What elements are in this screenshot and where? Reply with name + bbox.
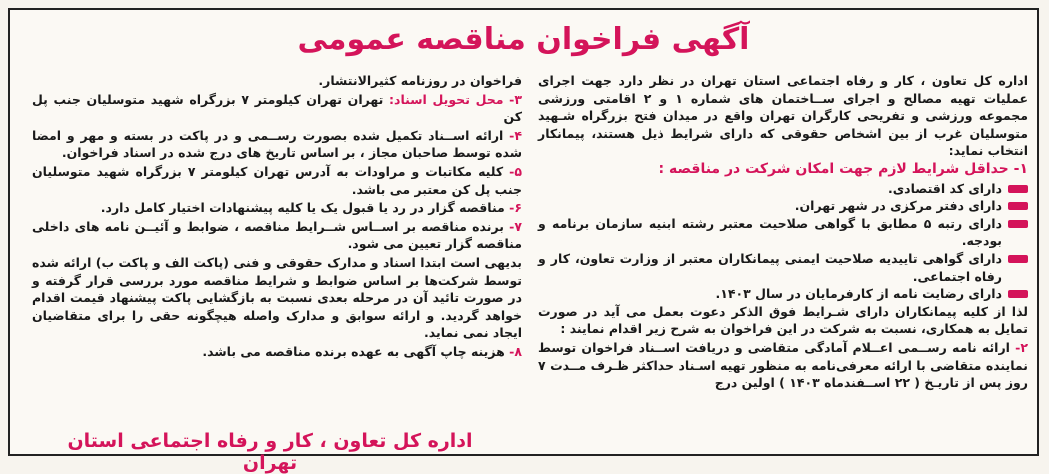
item-2-text: ارائه نامه رســمی اعــلام آمادگی متقاضی و دریافت اســناد فراخوان توسط نماینده متقاضی با ارائه معرفی‌نامه به منظور تهیه اسـناد حداکثر ظـرف مــدت ۷ روز پس از تاریـخ ( ۲۲ اســفندماه ۱۴۰۳ ) اولین درج [538,339,1028,391]
item-4 [32,127,522,162]
item-4-number: ۴- [509,127,522,143]
item-8 [32,343,522,361]
condition-text: دارای کد اقتصادی. [887,180,1002,196]
right-column [538,72,1028,393]
condition-text: دارای رتبه ۵ مطابق با گواهی صلاحیت معتبر رشته ابنیه سازمان برنامه و بودجه. [538,215,1002,249]
item-8-number: ۸- [509,343,522,359]
invitation-paragraph: لذا از کلیه پیمانکاران دارای شـرایط فوق الذکر دعوت بعمل می آید در صورت تمایل به همکاری، نسبت به شرکت در این فراخوان به شرح زیر اقدام نمایند : [538,303,1028,337]
item-4-text: ارائه اســناد تکمیل شده بصورت رســمی و در پاکت در بسته و مهر و امضا شده توسط صاحبان مجاز ، بر اساس تاریخ های درج شده در اسناد فراخوان. [32,127,522,161]
item-7-number: ۷- [509,218,522,234]
bullet-marker [1008,290,1028,298]
left-column [32,72,522,362]
condition-text: دارای دفتر مرکزی در شهر تهران. [794,198,1002,214]
item-3-label: محل تحویل اسناد: [389,91,504,107]
bullet-marker [1008,185,1028,193]
notice-title: آگهی فراخوان مناقصه عمومی [297,22,750,57]
item-3-text: تهران تهران کیلومتر ۷ بزرگراه شهید متوسلیان جنب پل کن [32,91,522,125]
condition-item [538,285,1028,303]
item-6 [32,199,522,217]
evaluation-paragraph: بدیهی است ابتدا اسناد و مدارک حقوقی و فنی (پاکت الف و پاکت ب) ارائه شده توسط شرکت‌ها بر اساس ضوابط و شرایط مناقصه مورد بررسی قرار گرفته و در صورت تائید آن در مرحله بعدی نسبت به بازگشایی پاکت پیشنهاد قیمت اقدام خواهد گردید. و ارائه سوابق و مدارک واصله هیچگونه حقی را برای متقاضیان ایجاد نمی نماید. [32,254,522,341]
section1-title: ۱- حداقل شرایط لازم جهت امکان شرکت در مناقصه : [658,160,1028,177]
item-8-text: هزینه چاپ آگهی به عهده برنده مناقصه می باشد. [202,343,505,359]
item-5-number: ۵- [509,163,522,179]
condition-text: دارای گواهی تاییدیه صلاحیت ایمنی پیمانکاران معتبر از وزارت تعاون، کار و رفاه اجتماعی. [538,250,1002,284]
condition-text: دارای رضایت نامه از کارفرمایان در سال ۱۴۰۳. [715,286,1002,302]
condition-item [538,250,1028,285]
item-7-text: برنده مناقصه بر اســاس شــرایط مناقصه ، ضوابط و آئیــن نامه های داخلی مناقصه گزار تعیین می شود. [32,218,522,252]
item-5-text: کلیه مکاتبات و مراودات به آدرس تهران کیلومتر ۷ بزرگراه شهید متوسلیان جنب پل کن معتبر می باشد. [32,163,522,197]
continuation-text: فراخوان در روزنامه کثیرالانتشار. [318,73,522,88]
notice-frame [8,8,1039,474]
condition-item [538,197,1028,215]
item-6-number: ۶- [509,200,522,216]
bullet-marker [1008,202,1028,210]
condition-item [538,180,1028,198]
item-7 [32,218,522,253]
issuer-signature: اداره کل تعاون ، کار و رفاه اجتماعی استان تهران [67,430,473,474]
item-2-number: ۲- [1015,339,1029,355]
bullet-marker [1008,220,1028,228]
item-3 [32,91,522,126]
item-3-number: ۳- [509,91,523,107]
condition-item [538,215,1028,250]
item-6-text: مناقصه گزار در رد یا قبول یک یا کلیه پیشنهادات اختیار کامل دارد. [100,200,505,216]
intro-paragraph: اداره کل تعاون ، کار و رفاه اجتماعی استان تهران در نظر دارد جهت اجرای عملیات تهیه مصالح و اجرای ســاختمان های شماره ۱ و ۲ اقامتی ورزشی مجموعه ورزشی و تفریحی کارگران تهران واقع در میدان فتح بزرگراه شـهید متوسلیان غرب از بین اشخاص حقوقی که دارای شرایط ذیل هستند، پیمانکار انتخاب نماید: [538,73,1029,159]
item-2 [538,339,1028,392]
item-5 [32,163,522,198]
bullet-marker [1008,255,1028,263]
